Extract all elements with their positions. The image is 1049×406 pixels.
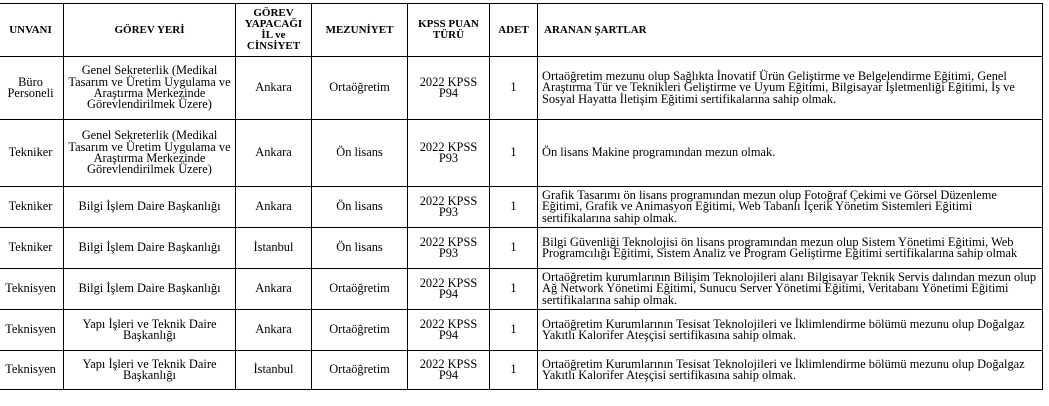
cell-kpss: 2022 KPSS P93 xyxy=(408,120,490,187)
cell-il: Ankara xyxy=(236,310,312,351)
cell-adet: 1 xyxy=(490,351,538,390)
header-il-cinsiyet: GÖREV YAPACAĞI İL ve CİNSİYET xyxy=(236,4,312,57)
cell-sartlar: Grafik Tasarımı ön lisans programından mezun olup Fotoğraf Çekimi ve Görsel Düzenleme Eğitimi, Grafik ve Animasyon Eğitimi, Web Tabanlı İçerik Yönetim Sistemleri Eğitimi sertifikalarına sahip olmak. xyxy=(538,187,1043,228)
cell-mezuniyet: Ön lisans xyxy=(312,120,408,187)
table-row xyxy=(0,187,1043,228)
header-unvani: UNVANI xyxy=(0,4,64,57)
cell-kpss: 2022 KPSS P94 xyxy=(408,310,490,351)
table-row xyxy=(0,351,1043,390)
cell-adet: 1 xyxy=(490,228,538,269)
cell-unvani: Teknisyen xyxy=(0,310,64,351)
cell-unvani: Tekniker xyxy=(0,120,64,187)
header-adet: ADET xyxy=(490,4,538,57)
header-kpss: KPSS PUAN TÜRÜ xyxy=(408,4,490,57)
cell-mezuniyet: Ortaöğretim xyxy=(312,269,408,310)
cell-sartlar: Ön lisans Makine programından mezun olmak. xyxy=(538,120,1043,187)
cell-adet: 1 xyxy=(490,187,538,228)
cell-il: Ankara xyxy=(236,120,312,187)
table-row xyxy=(0,120,1043,187)
cell-kpss: 2022 KPSS P94 xyxy=(408,269,490,310)
cell-adet: 1 xyxy=(490,310,538,351)
table-row xyxy=(0,269,1043,310)
cell-kpss: 2022 KPSS P93 xyxy=(408,228,490,269)
cell-unvani: Tekniker xyxy=(0,228,64,269)
header-sartlar: ARANAN ŞARTLAR xyxy=(538,4,1043,57)
cell-mezuniyet: Ortaöğretim xyxy=(312,351,408,390)
cell-kpss: 2022 KPSS P94 xyxy=(408,351,490,390)
cell-mezuniyet: Ortaöğretim xyxy=(312,310,408,351)
cell-gorev-yeri: Genel Sekreterlik (Medikal Tasarım ve Üretim Uygulama ve Araştırma Merkezinde Görevlendirilmek Üzere) xyxy=(64,57,236,120)
cell-unvani: Teknisyen xyxy=(0,269,64,310)
cell-il: İstanbul xyxy=(236,351,312,390)
cell-il: Ankara xyxy=(236,269,312,310)
cell-adet: 1 xyxy=(490,120,538,187)
table-row xyxy=(0,57,1043,120)
cell-kpss: 2022 KPSS P93 xyxy=(408,187,490,228)
cell-mezuniyet: Ön lisans xyxy=(312,187,408,228)
cell-adet: 1 xyxy=(490,269,538,310)
cell-unvani: Teknisyen xyxy=(0,351,64,390)
cell-kpss: 2022 KPSS P94 xyxy=(408,57,490,120)
cell-mezuniyet: Ön lisans xyxy=(312,228,408,269)
cell-gorev-yeri: Bilgi İşlem Daire Başkanlığı xyxy=(64,187,236,228)
cell-sartlar: Ortaöğretim Kurumlarının Tesisat Teknolojileri ve İklimlendirme bölümü mezunu olup Doğalgaz Yakıtlı Kalorifer Ateşçisi sertifikasına sahip olmak. xyxy=(538,351,1043,390)
cell-adet: 1 xyxy=(490,57,538,120)
cell-mezuniyet: Ortaöğretim xyxy=(312,57,408,120)
cell-unvani: Büro Personeli xyxy=(0,57,64,120)
cell-sartlar: Bilgi Güvenliği Teknolojisi ön lisans programından mezun olup Sistem Yönetimi Eğitimi, Web Programcılığı Eğitimi, Sistem Analiz ve Program Geliştirme Eğitimi sertifikalarına sahip olmak xyxy=(538,228,1043,269)
cell-gorev-yeri: Genel Sekreterlik (Medikal Tasarım ve Üretim Uygulama ve Araştırma Merkezinde Görevlendirilmek Üzere) xyxy=(64,120,236,187)
table-row xyxy=(0,310,1043,351)
cell-gorev-yeri: Bilgi İşlem Daire Başkanlığı xyxy=(64,228,236,269)
cell-il: Ankara xyxy=(236,57,312,120)
cell-gorev-yeri: Yapı İşleri ve Teknik Daire Başkanlığı xyxy=(64,351,236,390)
header-mezuniyet: MEZUNİYET xyxy=(312,4,408,57)
table-header-row xyxy=(0,4,1043,57)
cell-sartlar: Ortaöğretim mezunu olup Sağlıkta İnovatif Ürün Geliştirme ve Belgelendirme Eğitimi, Genel Araştırma Tür ve Teknikleri Geliştirme ve Uyum Eğitimi, Bilgisayar İşletmenliği Eğitimi, İş ve Sosyal Hayatta İletişim Eğitimi sertifikalarına sahip olmak. xyxy=(538,57,1043,120)
cell-gorev-yeri: Bilgi İşlem Daire Başkanlığı xyxy=(64,269,236,310)
cell-sartlar: Ortaöğretim kurumlarının Bilişim Teknolojileri alanı Bilgisayar Teknik Servis dalından mezun olup Ağ Network Yönetimi Eğitimi, Sunucu Server Yönetimi Eğitimi, Veritabanı Yönetimi Eğitimi sertifikalarına sahip olmak. xyxy=(538,269,1043,310)
table-row xyxy=(0,228,1043,269)
cell-gorev-yeri: Yapı İşleri ve Teknik Daire Başkanlığı xyxy=(64,310,236,351)
cell-sartlar: Ortaöğretim Kurumlarının Tesisat Teknolojileri ve İklimlendirme bölümü mezunu olup Doğalgaz Yakıtlı Kalorifer Ateşçisi sertifikasına sahip olmak. xyxy=(538,310,1043,351)
job-postings-table xyxy=(0,3,1043,390)
cell-il: İstanbul xyxy=(236,228,312,269)
document-page xyxy=(0,3,1049,390)
cell-il: Ankara xyxy=(236,187,312,228)
header-gorev-yeri: GÖREV YERİ xyxy=(64,4,236,57)
cell-unvani: Tekniker xyxy=(0,187,64,228)
